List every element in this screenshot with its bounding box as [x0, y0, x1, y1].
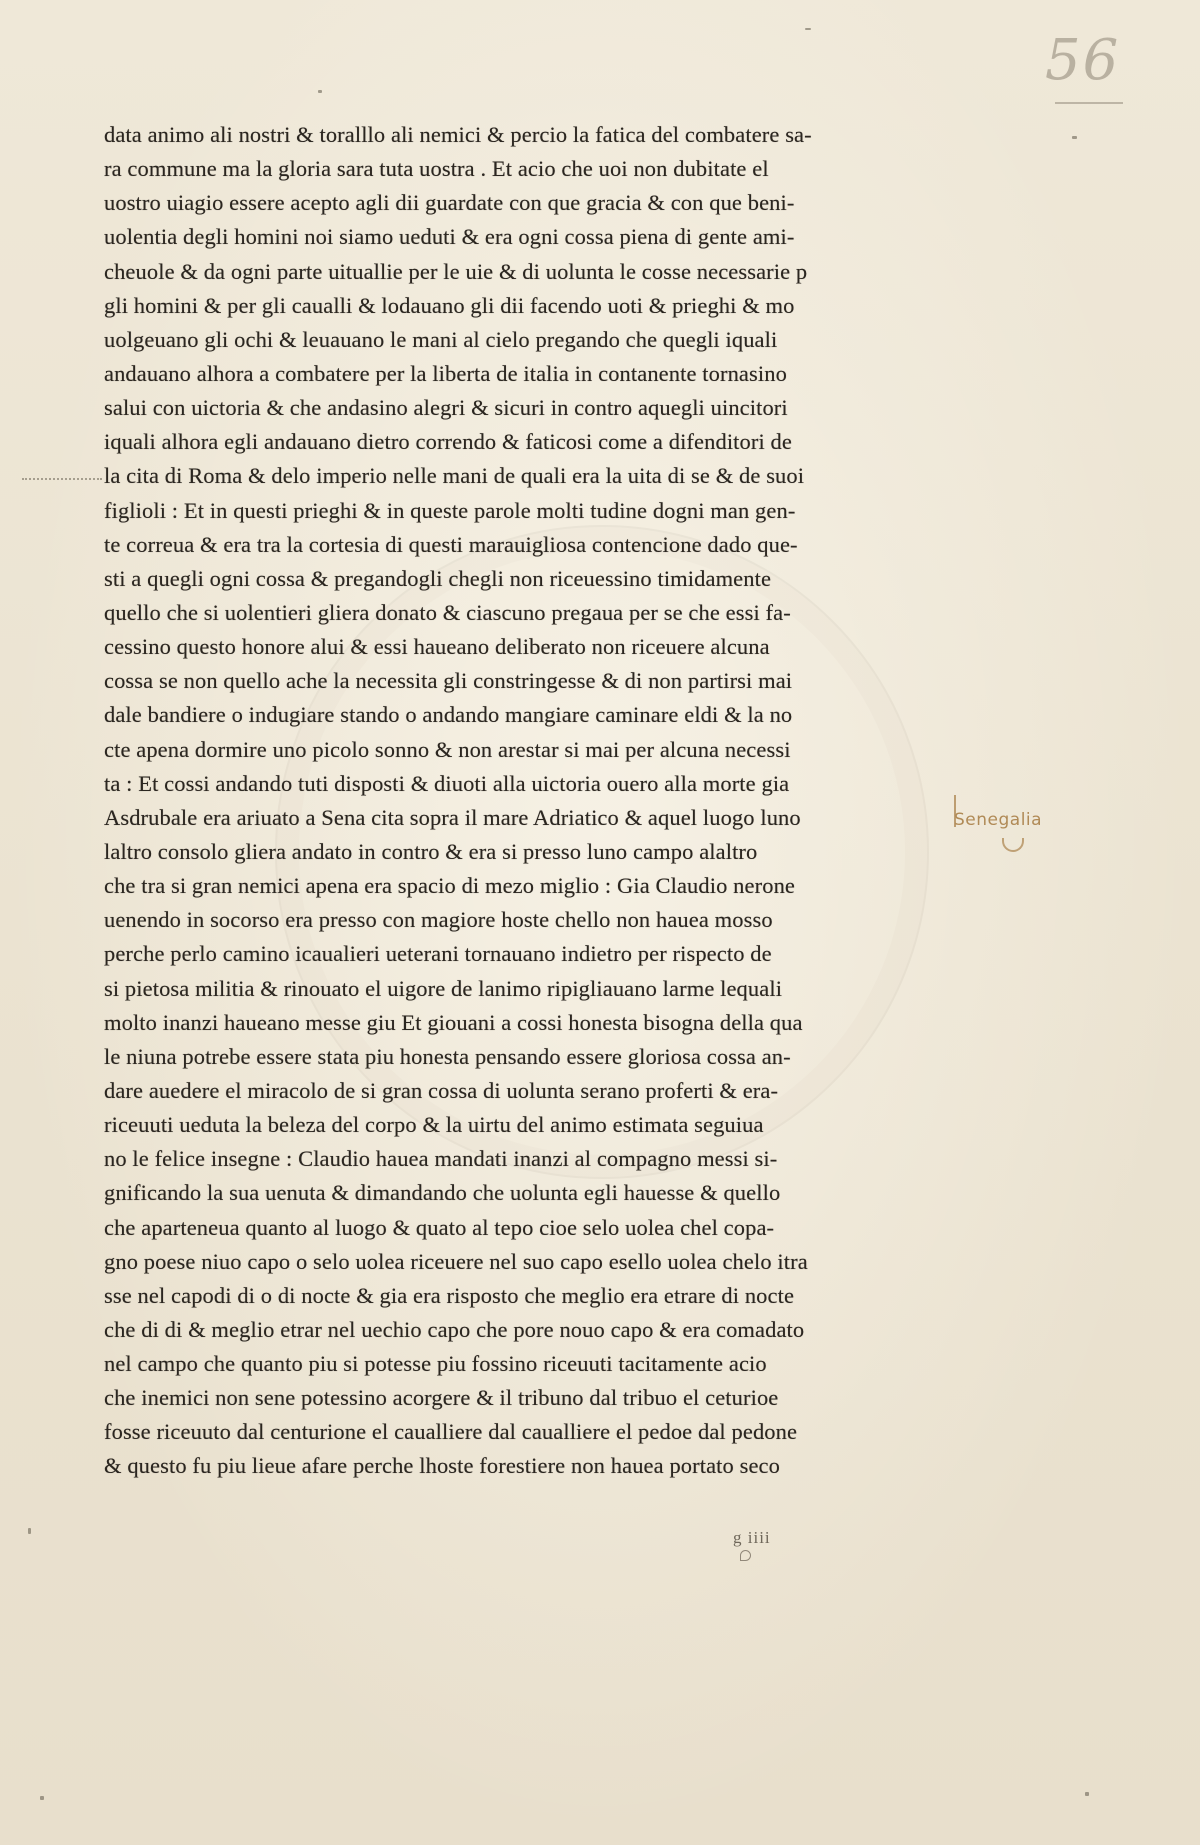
folio-underline — [1055, 102, 1123, 104]
text-line: riceuuti ueduta la beleza del corpo & la uirtu del animo estimata seguiua — [104, 1112, 764, 1138]
text-line: gnificando la sua uenuta & dimandando che uolunta egli hauesse & quello — [104, 1180, 781, 1206]
text-line: gli homini & per gli caualli & lodauano gli dii facendo uoti & prieghi & mo — [104, 292, 795, 318]
text-line: le niuna potrebe essere stata piu honesta pensando essere gloriosa cossa an- — [104, 1043, 791, 1069]
text-line: che aparteneua quanto al luogo & quato al tepo cioe selo uolea chel copa- — [104, 1214, 775, 1240]
ink-speck — [40, 1796, 44, 1800]
text-line: uenendo in socorso era presso con magiore hoste chello non hauea mosso — [104, 907, 773, 933]
text-line: data animo ali nostri & toralllo ali nemici & percio la fatica del combatere sa- — [104, 122, 812, 147]
text-line: te correua & era tra la cortesia di questi marauigliosa contencione dado que- — [104, 531, 798, 557]
text-line: uolgeuano gli ochi & leuauano le mani al cielo pregando che quegli iquali — [104, 326, 778, 352]
marginal-flourish — [1002, 838, 1024, 852]
ink-speck — [1085, 1792, 1089, 1796]
text-line: sti a quegli ogni cossa & pregandogli chegli non riceuessino timidamente — [104, 565, 772, 591]
text-line: ra commune ma la gloria sara tuta uostra . Et acio che uoi non dubitate el — [104, 156, 769, 182]
text-line: cessino questo honore alui & essi haueano deliberato non riceuere alcuna — [104, 634, 770, 660]
text-line: & questo fu piu lieue afare perche lhoste forestiere non hauea portato seco — [104, 1453, 780, 1479]
text-line: Asdrubale era ariuato a Sena cita sopra il mare Adriatico & aquel luogo luno — [104, 804, 801, 830]
text-line: dare auedere el miracolo de si gran cossa di uolunta serano proferti & era- — [104, 1077, 779, 1103]
text-line: quello che si uolentieri gliera donato & ciascuno pregaua per se che essi fa- — [104, 599, 791, 625]
text-line: iquali alhora egli andauano dietro correndo & faticosi come a difenditori de — [104, 429, 792, 455]
body-text — [104, 118, 964, 1484]
text-line: gno poese niuo capo o selo uolea riceuere nel suo capo esello uolea chelo itra — [104, 1248, 808, 1274]
text-line: che tra si gran nemici apena era spacio di mezo miglio : Gia Claudio nerone — [104, 873, 796, 899]
text-line: si pietosa militia & rinouato el uigore de lanimo ripigliauano larme lequali — [104, 975, 783, 1001]
text-line: cheuole & da ogni parte uituallie per le uie & di uolunta le cosse necessarie p — [104, 258, 808, 284]
text-line: fosse riceuuto dal centurione el caualliere dal caualliere el pedoe dal pedone — [104, 1419, 798, 1445]
ink-speck — [1072, 136, 1077, 139]
text-line: uolentia degli homini noi siamo ueduti & era ogni cossa piena di gente ami- — [104, 224, 795, 250]
text-line: uostro uiagio essere acepto agli dii guardate con que gracia & con que beni- — [104, 190, 795, 216]
text-line: no le felice insegne : Claudio hauea mandati inanzi al compagno messi si- — [104, 1146, 778, 1172]
text-line: che di di & meglio etrar nel uechio capo che pore nouo capo & era comadato — [104, 1316, 805, 1342]
text-line: sse nel capodi di o di nocte & gia era risposto che meglio era etrare di nocte — [104, 1282, 795, 1308]
text-line: nel campo che quanto piu si potesse piu fossino riceuuti tacitamente acio — [104, 1351, 767, 1377]
folio-number: 56 — [1045, 28, 1121, 93]
text-line: dale bandiere o indugiare stando o andando mangiare caminare eldi & la no — [104, 702, 793, 728]
text-line: figlioli : Et in questi prieghi & in queste parole molti tudine dogni man gen- — [104, 497, 796, 523]
ink-speck — [805, 28, 811, 30]
text-line: cte apena dormire uno picolo sonno & non arestar si mai per alcuna necessi — [104, 736, 791, 762]
text-line: che inemici non sene potessino acorgere & il tribuno dal tribuo el ceturioe — [104, 1385, 779, 1411]
marginal-dash-mark — [22, 478, 102, 486]
text-line: la cita di Roma & delo imperio nelle mani de quali era la uita di se & de suoi — [104, 463, 805, 489]
text-line: ta : Et cossi andando tuti disposti & diuoti alla uictoria ouero alla morte gia — [104, 770, 790, 796]
text-line: laltro consolo gliera andato in contro & era si presso luno campo alaltro — [104, 838, 758, 864]
text-line: perche perlo camino icaualieri ueterani tornauano indietro per rispecto de — [104, 941, 772, 967]
signature-mark: g iiii — [733, 1528, 771, 1547]
ink-speck — [318, 90, 322, 93]
text-line: molto inanzi haueano messe giu Et giouani a cossi honesta bisogna della qua — [104, 1009, 803, 1035]
text-line: cossa se non quello ache la necessita gli constringesse & di non partirsi mai — [104, 668, 793, 694]
text-line: andauano alhora a combatere per la liberta de italia in contanente tornasino — [104, 360, 787, 386]
signature-flourish — [740, 1550, 751, 1561]
ink-speck — [28, 1528, 31, 1534]
marginal-annotation: Senegalia — [954, 810, 1043, 830]
text-line: salui con uictoria & che andasino alegri & sicuri in contro aquegli uincitori — [104, 395, 788, 421]
